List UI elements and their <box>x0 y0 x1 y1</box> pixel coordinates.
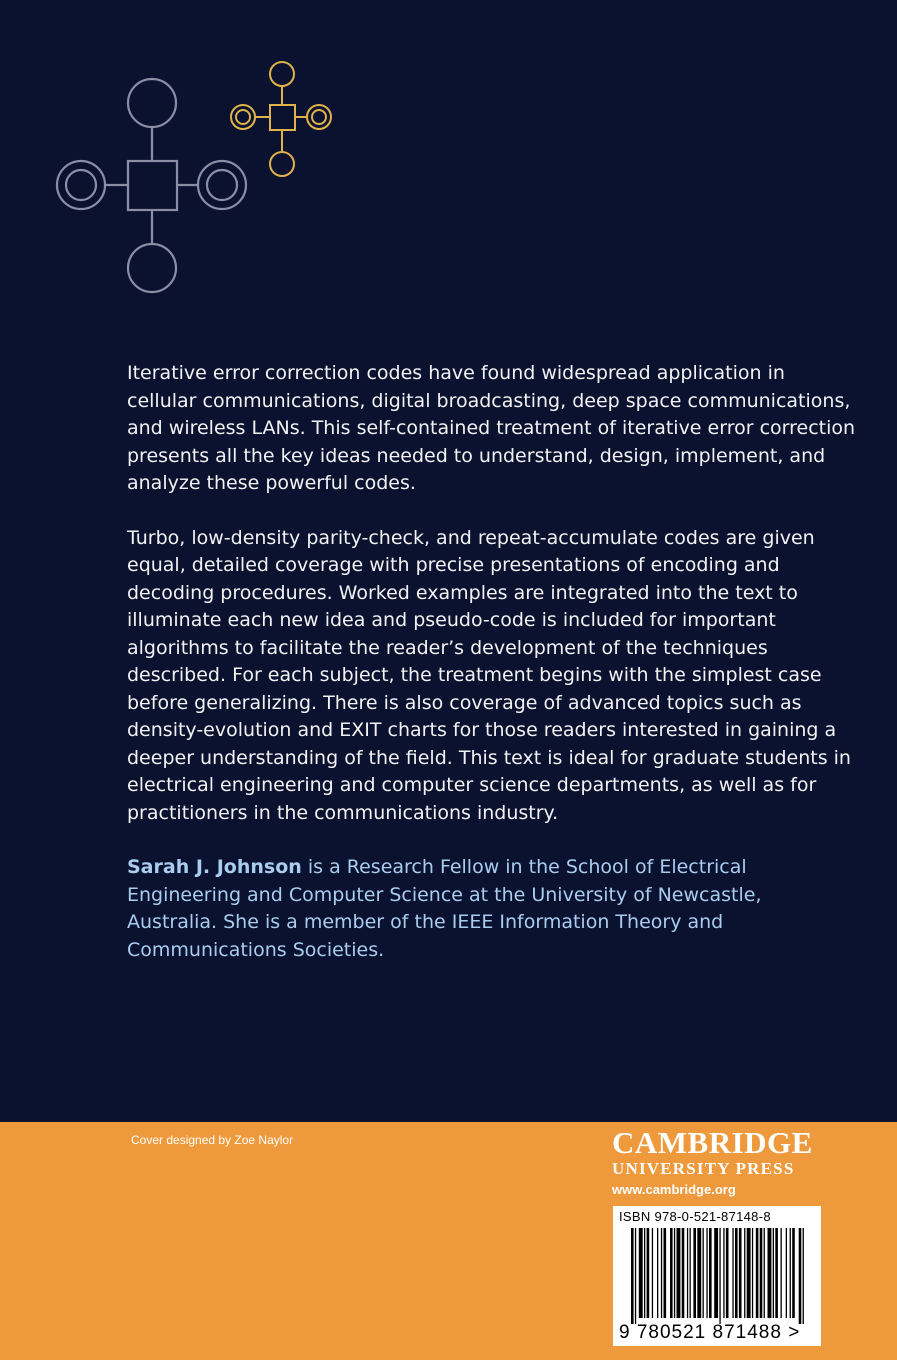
barcode-bar <box>760 1228 763 1318</box>
large-right-node-inner <box>207 170 237 200</box>
publisher-logo <box>612 1126 822 1197</box>
barcode-bar <box>635 1228 636 1324</box>
barcode-bar <box>732 1228 733 1318</box>
barcode-bar <box>744 1228 745 1318</box>
isbn-barcode <box>613 1206 821 1346</box>
barcode-bar <box>726 1228 729 1318</box>
barcode-bar <box>709 1228 712 1318</box>
factor-graph-illustration <box>0 0 897 330</box>
barcode-bar <box>674 1228 675 1318</box>
author-bio-text: is a Research Fellow in the School of Electrical Engineering and Computer Science at the University of Newcastle, Australia. She is a member of the IEEE Information Theory and Communications Societies. <box>127 856 762 961</box>
barcode-bar <box>693 1228 696 1318</box>
barcode-digits: 9 780521 871488 > <box>619 1322 801 1343</box>
barcode-bar <box>792 1228 795 1318</box>
barcode-bar <box>803 1228 804 1324</box>
barcode-bar <box>781 1228 782 1318</box>
barcode-bar <box>644 1228 645 1318</box>
barcode-bar <box>773 1228 774 1318</box>
barcode-bar <box>735 1228 738 1318</box>
description-paragraph-2: Turbo, low-density parity-check, and repeat-accumulate codes are given equal, detailed coverage with precise presentations of encoding and decoding procedures. Worked examples are integrated into the text to illuminate each new idea and pseudo-code is included for important algorithms to facilitate the reader’s development of the techniques described. For each subject, the treatment begins with the simplest case before generalizing. There is also coverage of advanced topics such as density-evolution and EXIT charts for those readers interested in gaining a deeper understanding of the field. This text is ideal for graduate students in electrical engineering and computer science departments, as well as for practitioners in the communications industry. <box>127 526 851 824</box>
large-top-node <box>128 79 176 127</box>
barcode-bar <box>661 1228 662 1318</box>
large-factor-graph <box>57 79 246 292</box>
barcode-bar <box>657 1228 658 1318</box>
barcode-bar <box>697 1228 701 1318</box>
barcode-bar <box>647 1228 650 1318</box>
large-bottom-node <box>128 244 176 292</box>
barcode-bar <box>790 1228 791 1318</box>
barcode-bar <box>664 1228 667 1318</box>
large-right-node-outer <box>198 161 246 209</box>
publisher-name: CAMBRIDGE <box>612 1125 813 1160</box>
barcode-bar <box>768 1228 772 1318</box>
book-description <box>127 360 857 991</box>
barcode-bar <box>631 1228 634 1324</box>
barcode-bars <box>617 1228 817 1324</box>
barcode-bar <box>752 1228 753 1318</box>
large-left-node-outer <box>57 161 105 209</box>
barcode-bar <box>703 1228 704 1318</box>
barcode-bar <box>690 1228 691 1318</box>
large-left-node-inner <box>66 170 96 200</box>
barcode-bar <box>677 1228 681 1318</box>
publisher-url: www.cambridge.org <box>612 1182 736 1197</box>
barcode-bar <box>786 1228 787 1318</box>
barcode-bar <box>706 1228 707 1318</box>
barcode-bar <box>764 1228 765 1318</box>
description-paragraph-1: Iterative error correction codes have found widespread application in cellular communications, digital broadcasting, deep space communications, and wireless LANs. This self-contained treatment of iterative error correction presents all the key ideas needed to understand, design, implement, and analyze these powerful codes. <box>127 362 856 494</box>
publisher-subtitle: UNIVERSITY PRESS <box>612 1159 795 1178</box>
barcode-bar <box>723 1228 724 1318</box>
author-name: Sarah J. Johnson <box>127 856 302 878</box>
barcode-bar <box>739 1228 742 1318</box>
barcode-bar <box>719 1228 720 1324</box>
barcode-bar <box>775 1228 778 1318</box>
isbn-label: ISBN 978-0-521-87148-8 <box>619 1209 771 1224</box>
barcode-bar <box>799 1228 802 1324</box>
cover-credit: Cover designed by Zoe Naylor <box>131 1133 294 1147</box>
small-bottom-node <box>270 152 294 176</box>
small-left-node-outer <box>231 105 255 129</box>
large-check-node <box>128 161 177 210</box>
barcode-bar <box>682 1228 685 1318</box>
barcode-bar <box>687 1228 688 1318</box>
barcode-bar <box>652 1228 653 1318</box>
barcode-bar <box>670 1228 673 1318</box>
author-bio <box>127 854 857 964</box>
small-left-node-inner <box>236 110 250 124</box>
small-right-node-outer <box>307 105 331 129</box>
barcode-bar <box>639 1228 643 1318</box>
small-right-node-inner <box>312 110 326 124</box>
small-check-node <box>270 105 295 130</box>
barcode-bar <box>714 1228 718 1318</box>
barcode-bar <box>756 1228 759 1318</box>
small-factor-graph <box>231 62 331 176</box>
small-top-node <box>270 62 294 86</box>
barcode-bar <box>747 1228 751 1318</box>
